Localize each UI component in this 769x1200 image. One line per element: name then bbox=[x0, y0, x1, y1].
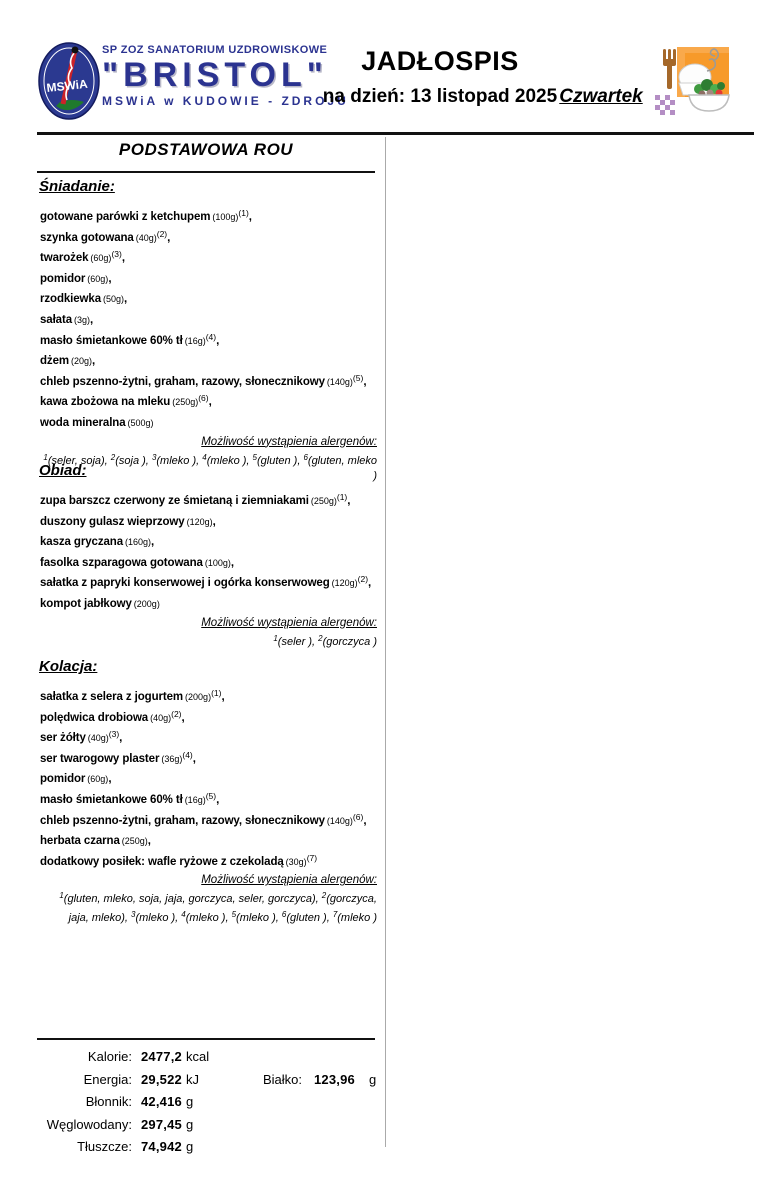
allergen-entry: $^1$(seler, soja), bbox=[43, 452, 111, 467]
menu-item-weight: (200g) bbox=[133, 598, 160, 609]
menu-item-weight: (40g) bbox=[150, 712, 172, 723]
menu-item: ser twarogowy plaster $(36g)^{(4)}$, bbox=[40, 749, 196, 765]
menu-item-weight: (16g) bbox=[184, 794, 206, 805]
allergen-superscript: (5) bbox=[205, 790, 217, 801]
nutrition-rule bbox=[37, 1038, 375, 1040]
nutrition-value: 2477,2 bbox=[141, 1049, 182, 1064]
menu-item-name: ser żółty bbox=[40, 732, 86, 745]
menu-section-breakfast bbox=[37, 178, 377, 484]
menu-item-name: chleb pszenno-żytni, graham, razowy, słonecznikowy bbox=[40, 814, 325, 827]
menu-item-name: szynka gotowana bbox=[40, 231, 134, 244]
menu-item-name: masło śmietankowe 60% tł bbox=[40, 334, 183, 347]
meal-clipart-icon bbox=[655, 45, 733, 117]
allergen-entry: $^2$(gorczyca, jaja, mleko), bbox=[68, 891, 377, 925]
menu-item: masło śmietankowe 60% tł $(16g)^{(4)}$, bbox=[40, 331, 220, 347]
menu-item: masło śmietankowe 60% tł $(16g)^{(5)}$, bbox=[40, 790, 220, 806]
nutrition-unit: g bbox=[185, 1094, 194, 1109]
allergen-superscript: (3) bbox=[111, 249, 122, 260]
allergen-entry: $^6$(gluten, mleko ) bbox=[303, 452, 377, 482]
nutrition-row bbox=[37, 1114, 375, 1137]
menu-item: kawa zbożowa na mleku $(250g)^{(6)}$, bbox=[40, 393, 212, 409]
section-heading-breakfast: Śniadanie: bbox=[39, 178, 115, 195]
nutrition-unit: g bbox=[185, 1116, 194, 1132]
menu-item-weight: (500g) bbox=[127, 417, 154, 428]
menu-item-weight: (160g) bbox=[125, 537, 152, 548]
menu-item: sałatka z selera z jogurtem $(200g)^{(1)}$, bbox=[40, 688, 225, 703]
nutrition-extra-label: Białko: bbox=[262, 1071, 302, 1087]
menu-item: dżem (20g), bbox=[40, 355, 96, 368]
allergen-list bbox=[37, 888, 377, 926]
allergen-superscript: (3) bbox=[108, 729, 120, 740]
menu-item-name: rzodkiewka bbox=[40, 293, 101, 306]
menu-section-lunch bbox=[37, 462, 377, 650]
menu-item-weight: (140g) bbox=[326, 815, 353, 826]
org-name-line1: SP ZOZ SANATORIUM UZDROWISKOWE bbox=[102, 44, 328, 56]
allergen-entry: $^6$(gluten ), bbox=[281, 910, 333, 925]
nutrition-summary bbox=[37, 1046, 375, 1159]
nutrition-unit: g bbox=[185, 1139, 194, 1154]
dinner-items bbox=[40, 685, 377, 870]
allergen-entry: $^1$(seler ), bbox=[273, 633, 319, 648]
nutrition-row bbox=[37, 1046, 375, 1069]
breakfast-items bbox=[40, 205, 377, 432]
allergen-entry: $^2$(soja ), bbox=[110, 452, 152, 467]
diet-title: PODSTAWOWA ROU bbox=[118, 140, 294, 159]
menu-item-weight: (120g) bbox=[186, 516, 213, 527]
menu-item-name: zupa barszcz czerwony ze śmietaną i ziemniakami bbox=[40, 495, 309, 507]
menu-item: zupa barszcz czerwony ze śmietaną i ziemniakami $(250g)^{(1)}$, bbox=[40, 492, 351, 507]
menu-item: szynka gotowana $(40g)^{(2)}$, bbox=[40, 228, 171, 244]
allergen-superscript: (4) bbox=[182, 749, 193, 760]
allergen-entry: $^7$(mleko ) bbox=[332, 910, 377, 925]
nutrition-label: Węglowodany: bbox=[46, 1116, 132, 1132]
menu-item-name: gotowane parówki z ketchupem bbox=[40, 211, 211, 223]
menu-item-name: kompot jabłkowy bbox=[40, 597, 132, 610]
menu-item-name: herbata czarna bbox=[40, 835, 120, 848]
allergen-entry: $^5$(gluten ), bbox=[252, 452, 304, 467]
menu-item-weight: (60g) bbox=[87, 774, 109, 785]
nutrition-value: 297,45 bbox=[141, 1116, 182, 1132]
menu-item: rzodkiewka (50g), bbox=[40, 293, 128, 306]
allergen-entry: $^4$(mleko ), bbox=[202, 452, 253, 467]
mswia-badge-icon bbox=[38, 42, 100, 120]
menu-item: pomidor (60g), bbox=[40, 272, 112, 285]
menu-item: ser żółty $(40g)^{(3)}$, bbox=[40, 729, 123, 745]
menu-item: pomidor (60g), bbox=[40, 773, 112, 786]
menu-item: sałata (3g), bbox=[40, 313, 94, 326]
nutrition-value: 74,942 bbox=[141, 1139, 182, 1154]
menu-item: sałatka z papryki konserwowej i ogórka konserwoweg $(120g)^{(2)}$, bbox=[40, 574, 372, 590]
nutrition-unit: kcal bbox=[185, 1049, 210, 1064]
allergen-superscript: (2) bbox=[357, 574, 369, 585]
menu-item-weight: (16g) bbox=[184, 335, 206, 346]
nutrition-row bbox=[37, 1069, 375, 1092]
nutrition-value: 29,522 bbox=[141, 1071, 182, 1087]
menu-date: na dzień: 13 listopad 2025 bbox=[322, 86, 558, 107]
weekday-label: Czwartek bbox=[559, 86, 643, 107]
nutrition-extra-unit: g bbox=[369, 1071, 377, 1087]
menu-item-name: fasolka szparagowa gotowana bbox=[40, 556, 203, 569]
menu-item-weight: (50g) bbox=[103, 294, 125, 305]
menu-item-name: dżem bbox=[40, 355, 69, 368]
section-heading-dinner: Kolacja: bbox=[39, 658, 98, 675]
column-divider bbox=[385, 137, 386, 1147]
menu-item: gotowane parówki z ketchupem $(100g)^{(1)}$, bbox=[40, 208, 252, 223]
menu-item-name: sałata bbox=[40, 313, 73, 326]
menu-item-name: sałatka z selera z jogurtem bbox=[40, 691, 184, 703]
nutrition-unit: kJ bbox=[185, 1071, 199, 1087]
menu-item: kasza gryczana (160g), bbox=[40, 536, 155, 549]
page-title: JADŁOSPIS bbox=[361, 46, 519, 76]
menu-item-weight: (250g) bbox=[172, 397, 199, 408]
menu-item-weight: (250g) bbox=[310, 496, 337, 506]
allergen-superscript: (5) bbox=[352, 372, 364, 383]
allergen-entry: $^2$(gorczyca ) bbox=[318, 633, 377, 648]
allergen-entry: $^1$(gluten, mleko, soja, jaja, gorczyca, seler, gorczyca), bbox=[59, 891, 322, 906]
menu-item: herbata czarna (250g), bbox=[40, 835, 151, 848]
menu-item-weight: (100g) bbox=[212, 212, 239, 222]
menu-item-weight: (60g) bbox=[87, 273, 109, 284]
menu-item-weight: (140g) bbox=[326, 376, 353, 387]
menu-item bbox=[40, 411, 377, 432]
menu-item-weight: (100g) bbox=[204, 557, 231, 568]
allergen-note: Możliwość wystąpienia alergenów: bbox=[201, 874, 377, 887]
org-name-line2: MSWiA w KUDOWIE - ZDROJU bbox=[102, 94, 349, 108]
svg-text:MSWiA: MSWiA bbox=[45, 76, 89, 95]
allergen-superscript: (2) bbox=[171, 708, 182, 719]
menu-item-weight: (120g) bbox=[331, 578, 358, 589]
menu-item: chleb pszenno-żytni, graham, razowy, słonecznikowy $(140g)^{(6)}$, bbox=[40, 811, 367, 827]
checker-pattern bbox=[655, 95, 675, 115]
allergen-superscript: (6) bbox=[198, 393, 209, 404]
allergen-superscript: (6) bbox=[352, 811, 364, 822]
allergen-note: Możliwość wystąpienia alergenów: bbox=[201, 435, 377, 448]
menu-item-weight: (250g) bbox=[121, 836, 148, 847]
nutrition-extra-value: 123,96 bbox=[314, 1071, 355, 1087]
menu-item: polędwica drobiowa $(40g)^{(2)}$, bbox=[40, 708, 185, 724]
allergen-superscript: (1) bbox=[211, 688, 222, 698]
menu-item-weight: (40g) bbox=[135, 232, 157, 243]
menu-item-weight: (200g) bbox=[185, 692, 212, 702]
allergen-entry: $^4$(mleko ), bbox=[181, 910, 232, 925]
menu-item-name: kawa zbożowa na mleku bbox=[40, 396, 171, 409]
menu-item-weight: (3g) bbox=[74, 314, 91, 325]
allergen-list bbox=[37, 631, 377, 650]
menu-item bbox=[40, 592, 377, 613]
allergen-entry: $^3$(mleko ), bbox=[151, 452, 203, 467]
allergen-superscript: (7) bbox=[306, 852, 318, 863]
menu-item-weight: (40g) bbox=[87, 733, 109, 744]
allergen-superscript: (1) bbox=[238, 208, 249, 218]
menu-item-name: duszony gulasz wieprzowy bbox=[40, 515, 185, 528]
nutrition-label: Tłuszcze: bbox=[77, 1139, 132, 1154]
fork-icon bbox=[663, 49, 676, 89]
nutrition-label: Energia: bbox=[83, 1071, 132, 1087]
menu-item-weight: (20g) bbox=[71, 356, 93, 367]
lunch-items bbox=[40, 489, 377, 613]
allergen-superscript: (4) bbox=[205, 331, 217, 342]
menu-item-name: twarożek bbox=[40, 252, 89, 265]
section-heading-lunch: Obiad: bbox=[39, 462, 87, 479]
menu-item-name: ser twarogowy plaster bbox=[40, 752, 160, 765]
allergen-entry: $^3$(mleko ), bbox=[131, 910, 182, 925]
menu-item-name: kasza gryczana bbox=[40, 536, 123, 549]
menu-item: chleb pszenno-żytni, graham, razowy, słonecznikowy $(140g)^{(5)}$, bbox=[40, 372, 367, 388]
allergen-entry: $^5$(mleko ), bbox=[231, 910, 282, 925]
menu-item-weight: (60g) bbox=[90, 253, 112, 264]
header-rule bbox=[37, 132, 754, 135]
nutrition-row bbox=[37, 1136, 375, 1159]
menu-item: twarożek $(60g)^{(3)}$, bbox=[40, 249, 125, 265]
brand-name: "BRISTOL" bbox=[102, 56, 328, 94]
brand-block bbox=[102, 44, 352, 108]
nutrition-row bbox=[37, 1091, 375, 1114]
menu-item-name: woda mineralna bbox=[40, 416, 126, 429]
nutrition-label: Błonnik: bbox=[85, 1094, 132, 1109]
menu-item-name: polędwica drobiowa bbox=[40, 711, 149, 724]
menu-section-dinner bbox=[37, 658, 377, 926]
menu-item-name: masło śmietankowe 60% tł bbox=[40, 793, 183, 806]
menu-item-name: pomidor bbox=[40, 773, 86, 786]
menu-item-name: sałatka z papryki konserwowej i ogórka konserwoweg bbox=[40, 577, 330, 590]
menu-item-name: dodatkowy posiłek: wafle ryżowe z czekoladą bbox=[40, 855, 284, 868]
menu-item: fasolka szparagowa gotowana (100g), bbox=[40, 556, 234, 569]
menu-item-name: chleb pszenno-żytni, graham, razowy, słonecznikowy bbox=[40, 375, 325, 388]
menu-item-name: pomidor bbox=[40, 272, 86, 285]
allergen-note: Możliwość wystąpienia alergenów: bbox=[201, 616, 377, 629]
menu-item-weight: (36g) bbox=[161, 753, 183, 764]
menu-item: duszony gulasz wieprzowy (120g), bbox=[40, 515, 216, 528]
nutrition-value: 42,416 bbox=[141, 1094, 182, 1109]
allergen-superscript: (1) bbox=[336, 492, 348, 502]
allergen-superscript: (2) bbox=[156, 228, 168, 239]
menu-item bbox=[40, 850, 377, 871]
menu-item-weight: (30g) bbox=[285, 856, 307, 867]
nutrition-label: Kalorie: bbox=[87, 1049, 132, 1064]
diet-title-rule bbox=[37, 171, 375, 173]
